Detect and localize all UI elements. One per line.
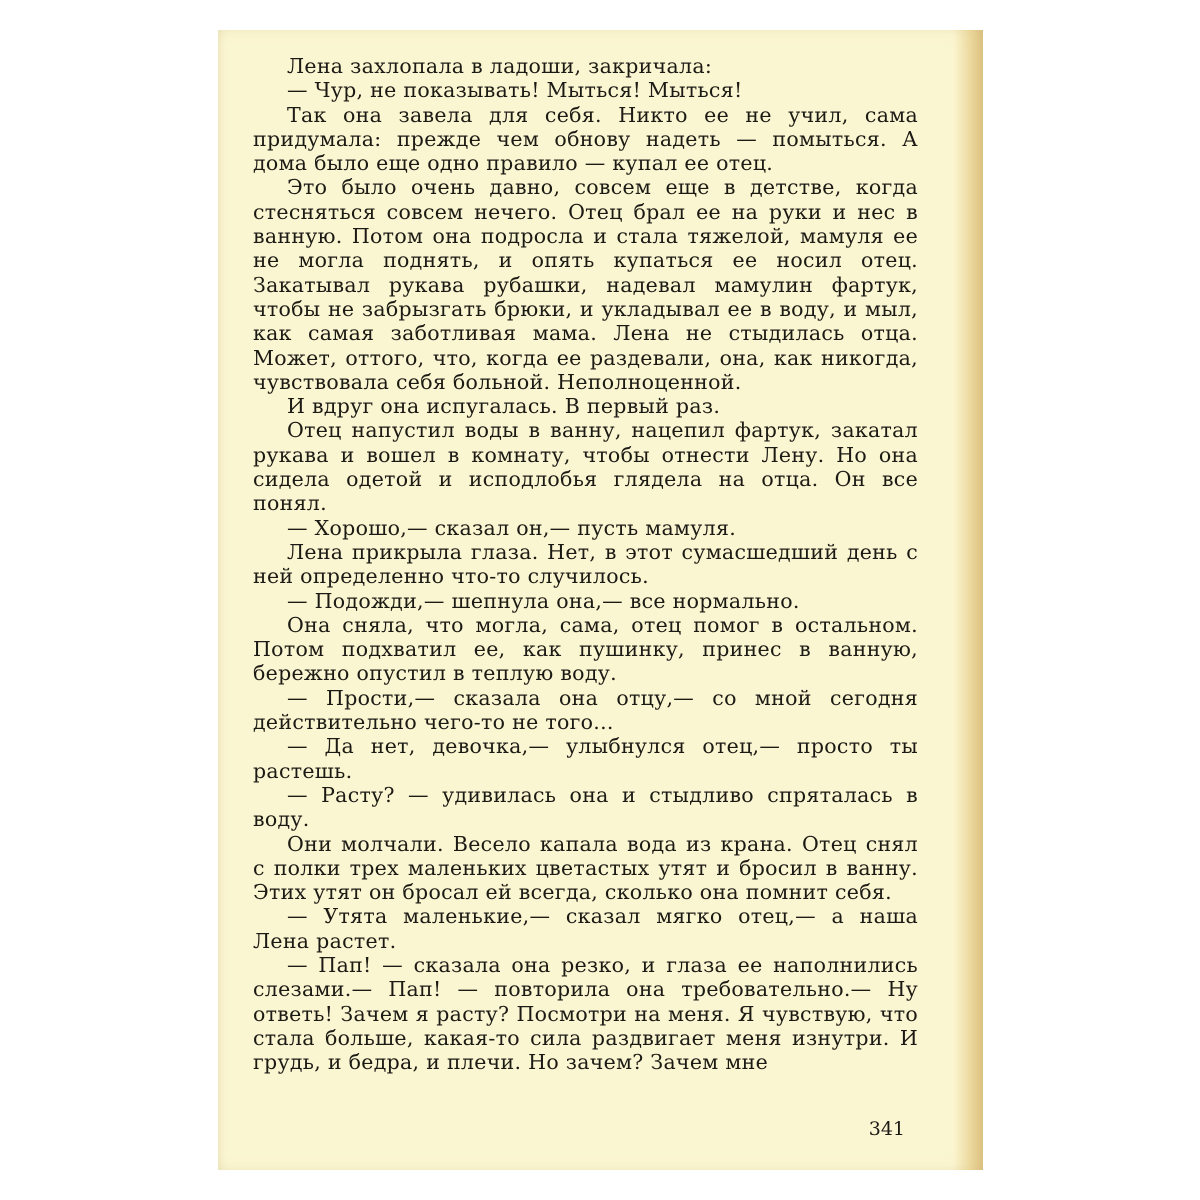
paragraph-1: Лена захлопала в ладоши, закричала: — [287, 54, 713, 78]
paragraph-16: — Пап! — сказала она резко, и глаза ее наполнились слезами.— Пап! — повторила она требовательно.— Ну ответь! Зачем я расту? Посмотри на меня. Я чувствую, что стала больше, какая-то сила раздвигает меня изнутри. И грудь, и бедра, и плечи. Но зачем? Зачем мне — [253, 952, 918, 1075]
paragraph-5: И вдруг она испугалась. В первый раз. — [287, 394, 721, 419]
paragraph-11: — Прости,— сказала она отцу,— со мной сегодня действительно чего-то не того... — [253, 685, 918, 735]
page-number: 341 — [868, 1118, 905, 1140]
paragraph-15: — Утята маленькие,— сказал мягко отец,— а наша Лена растет. — [253, 904, 918, 953]
paragraph-3: Так она завела для себя. Никто ее не учил, сама придумала: прежде чем обнову надеть — помыться. А дома было еще одно правило — купал ее отец. — [253, 102, 918, 176]
paragraph-13: — Расту? — удивилась она и стыдливо спряталась в воду. — [253, 782, 918, 832]
page-text — [253, 54, 918, 1074]
paragraph-6: Отец напустил воды в ванну, нацепил фартук, закатал рукава и вошел в комнату, чтобы отнести Лену. Но она сидела одетой и исподлобья глядела на отца. Он все понял. — [253, 418, 918, 516]
paragraph-10: Она сняла, что могла, сама, отец помог в остальном. Потом подхватил ее, как пушинку, принес в ванную, бережно опустил в теплую воду. — [253, 612, 918, 686]
paragraph-7: — Хорошо,— сказал он,— пусть мамуля. — [287, 515, 737, 540]
paragraph-12: — Да нет, девочка,— улыбнулся отец,— просто ты растешь. — [253, 734, 918, 783]
paragraph-14: Они молчали. Весело капала вода из крана. Отец снял с полки трех маленьких цветастых утят и бросил в ванну. Этих утят он бросал ей всегда, сколько она помнит себя. — [253, 831, 918, 905]
paragraph-9: — Подожди,— шепнула она,— все нормально. — [287, 588, 800, 613]
paragraph-2: — Чур, не показывать! Мыться! Мыться! — [287, 78, 743, 103]
paragraph-4: Это было очень давно, совсем еще в детстве, когда стесняться совсем нечего. Отец брал ее на руки и нес в ванную. Потом она подросла и стала тяжелой, мамуля ее не могла поднять, и опять купаться ее носил отец. Закатывал рукава рубашки, надевал мамулин фартук, чтобы не забрызгать брюки, и укладывал ее в воду, и мыл, как самая заботливая мама. Лена не стыдилась отца. Может, оттого, что, когда ее раздевали, она, как никогда, чувствовала себя больной. Неполноценной. — [253, 175, 918, 394]
book-page — [218, 30, 983, 1170]
paragraph-8: Лена прикрыла глаза. Нет, в этот сумасшедший день с ней определенно что-то случилось. — [253, 539, 918, 589]
